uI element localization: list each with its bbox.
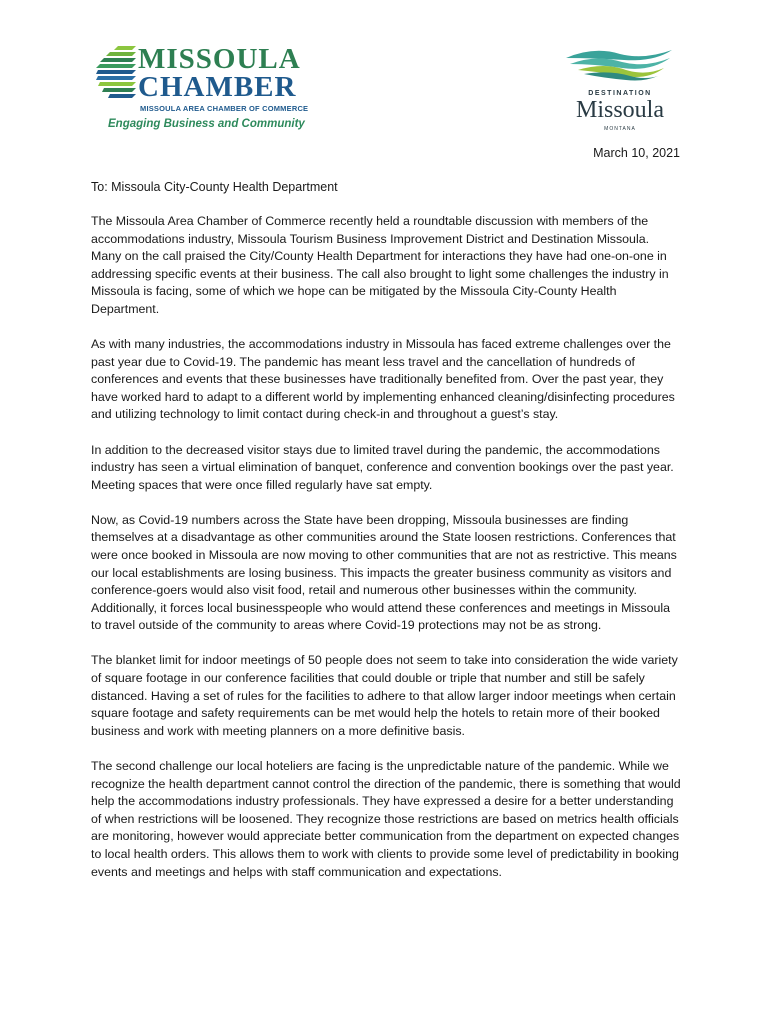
destination-word: DESTINATION bbox=[588, 90, 652, 97]
paragraph-roundtable: The Missoula Area Chamber of Commerce recently held a roundtable discussion with members of the accommodations industry, Missoula Tourism Business Improvement District and Destination Missoula. Many on the call praised the City/County Health Department for interactions they have had one-on-one in addressing specific events at their business. The call also brought to light some challenges the industry in Missoula is facing, some of which we hope can be mitigated by the Missoula City-County Health Department. bbox=[91, 214, 669, 316]
destination-state: MONTANA bbox=[604, 126, 636, 132]
letter-addressee: To: Missoula City-County Health Department bbox=[91, 180, 338, 194]
letter-body bbox=[91, 213, 681, 899]
destination-name: Missoula bbox=[575, 97, 664, 123]
paragraph-predictability: The second challenge our local hoteliers are facing is the unpredictable nature of the pandemic. While we recognize the health department cannot control the direction of the pandemic, there is something that would help the accommodations industry professionals. They have expressed a desire for a better understanding of when restrictions will be loosened. They recognize those restrictions are based on metrics health officials are monitoring, however would appreciate better communication from the department on expected changes to local health orders. This allows them to work with clients to provide some level of predictability in booking events and meetings and helps with staff communication and expectations. bbox=[91, 758, 681, 879]
letter-date: March 10, 2021 bbox=[593, 146, 680, 160]
paragraph-restrictions: Now, as Covid-19 numbers across the State have been dropping, Missoula businesses are finding themselves at a disadvantage as other communities around the State loosen restrictions. Conferences that were once booked in Missoula are now moving to other communities that are not as restrictive. This means our local establishments are losing business. This impacts the greater business community as visitors and conference-goers would also visit food, retail and numerous other businesses within the community. Additionally, it forces local businesspeople who would attend these conferences and meetings in Missoula to travel outside of the community to areas where Covid-19 protections may not be as strong. bbox=[91, 512, 677, 633]
chamber-tagline: Engaging Business and Community bbox=[108, 118, 305, 130]
chamber-subtitle: MISSOULA AREA CHAMBER OF COMMERCE bbox=[140, 104, 309, 113]
paragraph-bookings: In addition to the decreased visitor stays due to limited travel during the pandemic, the accommodations industry has seen a virtual elimination of banquet, conference and convention bookings over the past year. Meeting spaces that were once filled regularly have sat empty. bbox=[91, 442, 674, 492]
mountain-river-icon bbox=[564, 44, 674, 82]
paragraph-indoor-limit: The blanket limit for indoor meetings of 50 people does not seem to take into consideration the wide variety of square footage in our conference facilities that could double or triple that number and still be safely distanced. Having a set of rules for the facilities to adhere to that allow larger indoor meetings when certain square footage and safety requirements can be met would help the hotels to retain more of their booked business and work with meeting planners on a more definitive basis. bbox=[91, 653, 678, 738]
paragraph-challenges: As with many industries, the accommodations industry in Missoula has faced extreme challenges over the past year due to Covid-19. The pandemic has meant less travel and the cancellation of hundreds of conferences and events that these businesses have traditionally benefited from. Over the past year, they have worked hard to adapt to a different world by implementing enhanced cleaning/disinfecting procedures and utilizing technology to limit contact during check-in and throughout a guest’s stay. bbox=[91, 337, 675, 422]
chamber-stripes-icon bbox=[96, 44, 140, 104]
chamber-name-line1: MISSOULA bbox=[138, 43, 301, 75]
chamber-name-line2: CHAMBER bbox=[138, 71, 297, 103]
destination-missoula-logo bbox=[560, 44, 680, 136]
missoula-chamber-logo bbox=[96, 42, 316, 132]
